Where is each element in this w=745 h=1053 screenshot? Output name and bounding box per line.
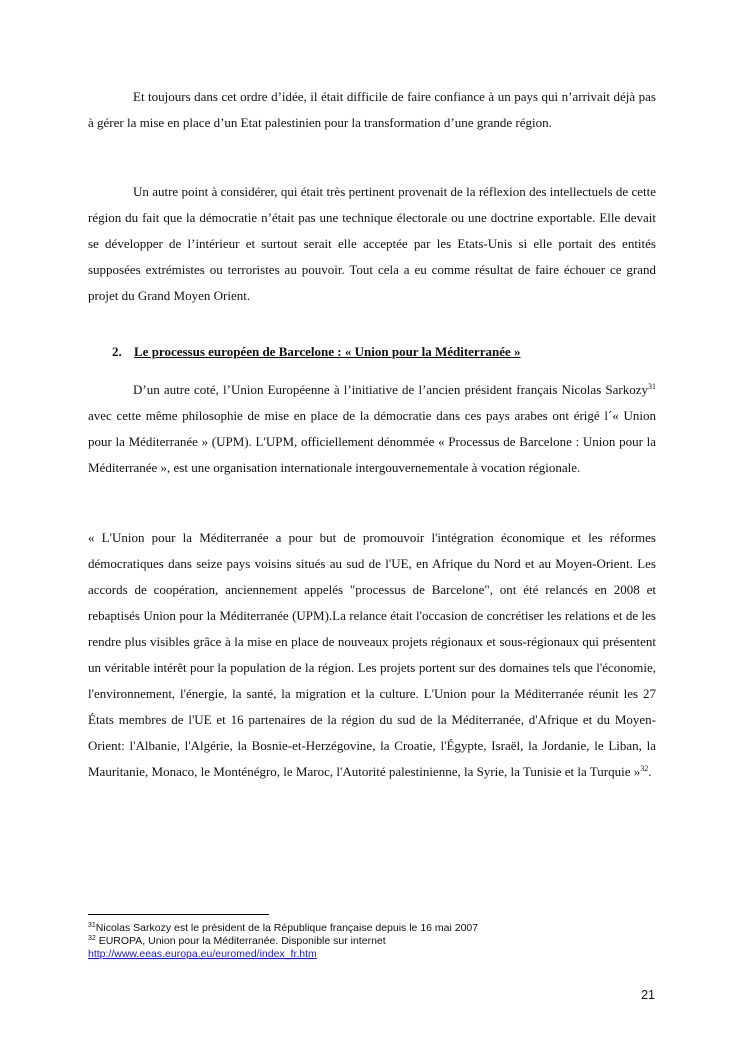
section-title: Le processus européen de Barcelone : « Union pour la Méditerranée » (134, 344, 521, 359)
paragraph-2: Un autre point à considérer, qui était très pertinent provenait de la réflexion des intellectuels de cette région du fait que la démocratie n’était pas une technique électorale ou une doctrine exportable. Elle devait se développer de l’intérieur et surtout serait elle acceptée par les Etats-Unis si elle portait des entités supposées extrémistes ou terroristes au pouvoir. Tout cela a eu comme résultat de faire échouer ce grand projet du Grand Moyen Orient. (88, 184, 656, 303)
section-heading (112, 344, 672, 360)
footnote-31 (88, 922, 668, 935)
page-number: 21 (641, 988, 655, 1002)
footnote-31-text: Nicolas Sarkozy est le président de la République française depuis le 16 mai 2007 (95, 922, 479, 934)
footnote-number-31: 31 (88, 922, 96, 929)
paragraph-3-text: D’un autre coté, l’Union Européenne à l’initiative de l’ancien président français Nicolas Sarkozy (133, 382, 648, 397)
paragraph-democracy (88, 179, 656, 309)
footnote-32-text: EUROPA, Union pour la Méditerranée. Disponible sur internet (95, 935, 386, 947)
quote-paragraph (88, 525, 656, 785)
footnote-32-link-line (88, 948, 668, 961)
quote-text: « L'Union pour la Méditerranée a pour but de promouvoir l'intégration économique et les réformes démocratiques dans seize pays voisins situés au sud de l'UE, en Afrique du Nord et au Moyen-Orient. Les accords de coopération, anciennement appelés "processus de Barcelone", ont été relancés en 2008 et rebaptisés Union pour la Méditerranée (UPM).La relance était l'occasion de concrétiser les relations et de les rendre plus visibles grâce à la mise en place de nouveaux projets régionaux et sous-régionaux qui présentent un véritable intérêt pour la population de la région. Les projets portent sur des domaines tels que l'économie, l'environnement, l'énergie, la santé, la migration et la culture. L'Union pour la Méditerranée réunit les 27 États membres de l'UE et 16 partenaires de la région du sud de la Méditerranée, d'Afrique et du Moyen-Orient: l'Albanie, l'Algérie, la Bosnie-et-Herzégovine, la Croatie, l'Égypte, Israël, la Jordanie, le Liban, la Mauritanie, Monaco, le Monténégro, le Maroc, l'Autorité palestinienne, la Syrie, la Tunisie et la Turquie » (88, 530, 656, 779)
paragraph-trust (88, 84, 656, 136)
footnote-ref-32[interactable]: 32 (640, 764, 649, 773)
footnote-ref-31[interactable]: 31 (648, 382, 656, 391)
paragraph-upm (88, 377, 656, 481)
footnote-32 (88, 935, 668, 948)
paragraph-3-text-cont: avec cette même philosophie de mise en place de la démocratie dans ces pays arabes ont érigé l´« Union pour la Méditerranée » (UPM). L'UPM, officiellement dénommée « Processus de Barcelone : Union pour la Méditerranée », est une organisation internationale intergouvernementale à vocation régionale. (88, 408, 656, 475)
footnotes (88, 922, 668, 961)
section-number: 2. (112, 344, 122, 359)
quote-end: . (648, 764, 652, 779)
quote-block (88, 525, 656, 785)
paragraph-3 (88, 377, 656, 481)
footnote-separator (88, 914, 269, 915)
paragraph-1: Et toujours dans cet ordre d’idée, il était difficile de faire confiance à un pays qui n’arrivait déjà pas à gérer la mise en place d’un Etat palestinien pour la transformation d’une grande région. (88, 89, 656, 130)
footnote-number-32: 32 (88, 935, 96, 942)
footnote-32-link[interactable]: http://www.eeas.europa.eu/euromed/index_fr.htm (88, 948, 317, 960)
